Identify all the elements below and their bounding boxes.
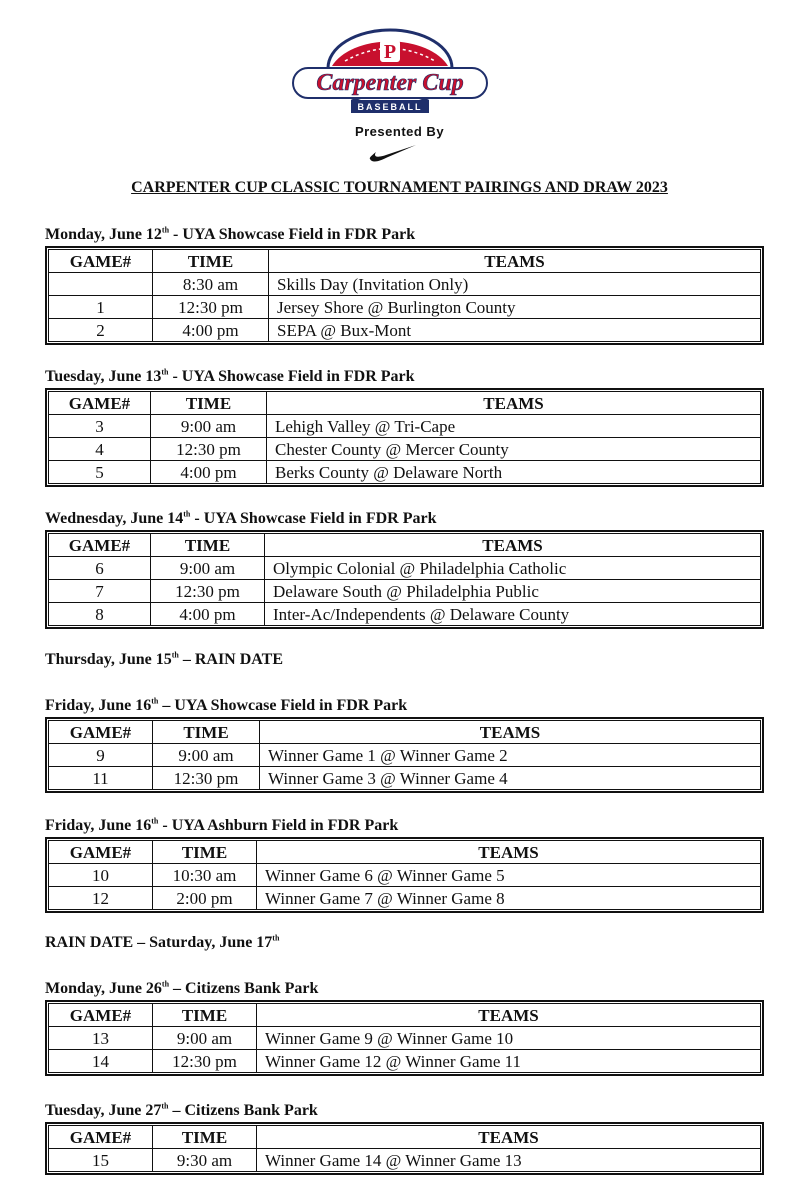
header-teams: TEAMS <box>265 534 761 557</box>
header-teams: TEAMS <box>257 1004 761 1027</box>
header-game: GAME# <box>49 1126 153 1149</box>
header-time: TIME <box>151 392 267 415</box>
game-teams: Winner Game 14 @ Winner Game 13 <box>257 1149 761 1172</box>
game-number <box>49 273 153 296</box>
header-game: GAME# <box>49 841 153 864</box>
table-row <box>49 864 761 887</box>
game-number: 12 <box>49 887 153 910</box>
game-teams: Winner Game 6 @ Winner Game 5 <box>257 864 761 887</box>
rain-date-thursday: Thursday, June 15th – RAIN DATE <box>45 650 283 668</box>
header-game: GAME# <box>49 534 151 557</box>
game-time: 9:00 am <box>151 557 265 580</box>
header-teams: TEAMS <box>257 841 761 864</box>
section-heading: Wednesday, June 14th - UYA Showcase Field in FDR Park <box>45 509 437 527</box>
game-teams: Delaware South @ Philadelphia Public <box>265 580 761 603</box>
game-time: 12:30 pm <box>151 580 265 603</box>
game-number: 2 <box>49 319 153 342</box>
section-tuesday-june-13 <box>45 366 764 492</box>
game-number: 9 <box>49 744 153 767</box>
schedule-table <box>45 388 764 487</box>
game-number: 15 <box>49 1149 153 1172</box>
schedule-table <box>45 1000 764 1076</box>
game-time: 4:00 pm <box>151 461 267 484</box>
game-teams: Olympic Colonial @ Philadelphia Catholic <box>265 557 761 580</box>
section-heading: Friday, June 16th - UYA Ashburn Field in FDR Park <box>45 816 399 834</box>
table-row <box>49 461 761 484</box>
game-time: 9:30 am <box>153 1149 257 1172</box>
game-time: 2:00 pm <box>153 887 257 910</box>
game-number: 1 <box>49 296 153 319</box>
game-time: 12:30 pm <box>153 296 269 319</box>
game-time: 8:30 am <box>153 273 269 296</box>
table-header-row <box>49 1004 761 1027</box>
section-heading: Tuesday, June 27th – Citizens Bank Park <box>45 1101 318 1119</box>
header-game: GAME# <box>49 250 153 273</box>
presented-by: Presented By <box>354 124 445 139</box>
game-teams: SEPA @ Bux-Mont <box>269 319 761 342</box>
section-friday-june-16-ashburn <box>45 815 764 918</box>
game-number: 13 <box>49 1027 153 1050</box>
header-time: TIME <box>151 534 265 557</box>
game-number: 6 <box>49 557 151 580</box>
table-row <box>49 580 761 603</box>
table-row <box>49 1149 761 1172</box>
game-time: 12:30 pm <box>151 438 267 461</box>
section-friday-june-16-showcase <box>45 695 764 798</box>
header-teams: TEAMS <box>269 250 761 273</box>
game-teams: Winner Game 7 @ Winner Game 8 <box>257 887 761 910</box>
table-row <box>49 744 761 767</box>
section-heading: Monday, June 12th - UYA Showcase Field in FDR Park <box>45 225 416 243</box>
game-time: 12:30 pm <box>153 767 260 790</box>
game-number: 8 <box>49 603 151 626</box>
logo-sub-text: BASEBALL <box>357 102 423 112</box>
game-time: 9:00 am <box>153 1027 257 1050</box>
game-teams: Jersey Shore @ Burlington County <box>269 296 761 319</box>
header-game: GAME# <box>49 392 151 415</box>
game-teams: Skills Day (Invitation Only) <box>269 273 761 296</box>
game-teams: Winner Game 3 @ Winner Game 4 <box>260 767 761 790</box>
table-row <box>49 319 761 342</box>
section-heading: Tuesday, June 13th - UYA Showcase Field in FDR Park <box>45 367 415 385</box>
header-time: TIME <box>153 1004 257 1027</box>
game-teams: Winner Game 1 @ Winner Game 2 <box>260 744 761 767</box>
schedule-table <box>45 717 764 793</box>
table-header-row <box>49 392 761 415</box>
game-time: 10:30 am <box>153 864 257 887</box>
table-row <box>49 557 761 580</box>
game-number: 5 <box>49 461 151 484</box>
header-teams: TEAMS <box>260 721 761 744</box>
rain-date-saturday: RAIN DATE – Saturday, June 17th <box>45 933 280 951</box>
game-teams: Lehigh Valley @ Tri-Cape <box>267 415 761 438</box>
table-header-row <box>49 250 761 273</box>
game-number: 10 <box>49 864 153 887</box>
table-row <box>49 1050 761 1073</box>
table-row <box>49 603 761 626</box>
section-wednesday-june-14 <box>45 508 764 634</box>
schedule-table <box>45 530 764 629</box>
section-monday-june-26 <box>45 978 764 1081</box>
table-header-row <box>49 1126 761 1149</box>
game-teams: Winner Game 12 @ Winner Game 11 <box>257 1050 761 1073</box>
svg-text:P: P <box>383 41 397 63</box>
section-heading: Monday, June 26th – Citizens Bank Park <box>45 979 319 997</box>
game-teams: Winner Game 9 @ Winner Game 10 <box>257 1027 761 1050</box>
table-row <box>49 438 761 461</box>
carpenter-cup-logo <box>285 28 495 120</box>
game-number: 14 <box>49 1050 153 1073</box>
header <box>0 0 799 165</box>
header-time: TIME <box>153 250 269 273</box>
game-teams: Chester County @ Mercer County <box>267 438 761 461</box>
game-number: 4 <box>49 438 151 461</box>
table-row <box>49 1027 761 1050</box>
header-time: TIME <box>153 1126 257 1149</box>
header-game: GAME# <box>49 721 153 744</box>
svg-text:Carpenter Cup: Carpenter Cup <box>316 70 464 96</box>
game-time: 9:00 am <box>151 415 267 438</box>
schedule-table <box>45 837 764 913</box>
game-time: 12:30 pm <box>153 1050 257 1073</box>
table-header-row <box>49 841 761 864</box>
game-teams: Inter-Ac/Independents @ Delaware County <box>265 603 761 626</box>
table-header-row <box>49 534 761 557</box>
section-heading: Friday, June 16th – UYA Showcase Field in FDR Park <box>45 696 408 714</box>
nike-swoosh-icon <box>368 143 418 163</box>
game-number: 11 <box>49 767 153 790</box>
section-tuesday-june-27 <box>45 1100 764 1180</box>
game-time: 9:00 am <box>153 744 260 767</box>
header-teams: TEAMS <box>257 1126 761 1149</box>
header-game: GAME# <box>49 1004 153 1027</box>
table-row <box>49 273 761 296</box>
game-number: 7 <box>49 580 151 603</box>
schedule-table <box>45 246 764 345</box>
header-teams: TEAMS <box>267 392 761 415</box>
header-time: TIME <box>153 841 257 864</box>
game-time: 4:00 pm <box>151 603 265 626</box>
header-time: TIME <box>153 721 260 744</box>
table-row <box>49 296 761 319</box>
document-title: CARPENTER CUP CLASSIC TOURNAMENT PAIRINGS AND DRAW 2023 <box>131 179 668 196</box>
table-header-row <box>49 721 761 744</box>
section-monday-june-12 <box>45 224 764 350</box>
table-row <box>49 767 761 790</box>
table-row <box>49 415 761 438</box>
schedule-table <box>45 1122 764 1175</box>
game-time: 4:00 pm <box>153 319 269 342</box>
game-number: 3 <box>49 415 151 438</box>
table-row <box>49 887 761 910</box>
game-teams: Berks County @ Delaware North <box>267 461 761 484</box>
